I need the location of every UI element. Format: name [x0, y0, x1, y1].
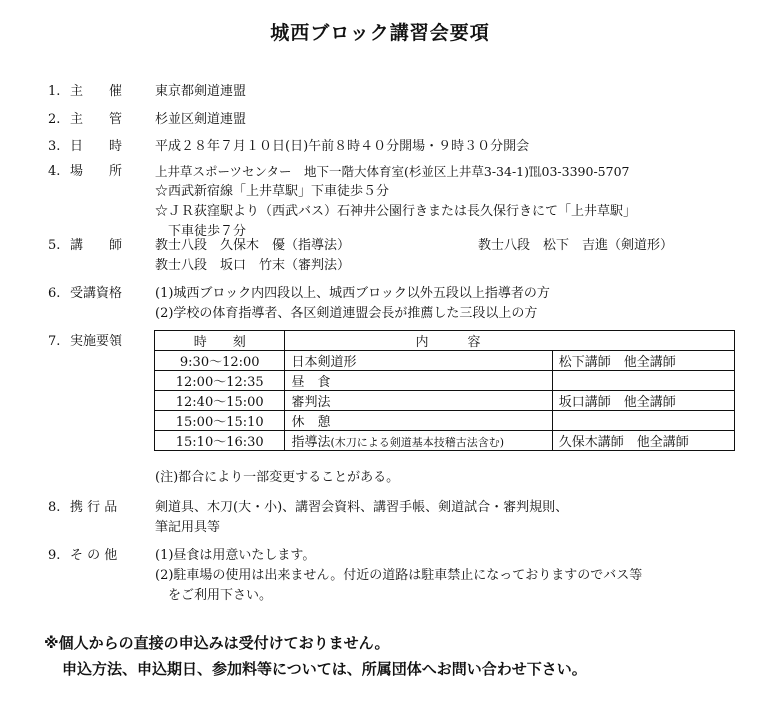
venue-access-seibu: ☆西武新宿線「上井草駅」下車徒歩５分: [155, 184, 390, 199]
venue-address: 上井草スポーツセンター 地下一階大体育室(杉並区上井草3-34-1)℡03-3390-5707: [155, 164, 630, 179]
section-label: そ の 他: [70, 548, 118, 563]
table-row: [155, 431, 735, 451]
belongings-line-2: 筆記用具等: [155, 520, 221, 535]
section-label: 受講資格: [70, 286, 123, 301]
table-row: [155, 351, 735, 371]
table-row: [155, 411, 735, 431]
lecturer-kuboki: 教士八段 久保木 優（指導法）: [155, 238, 351, 253]
section-number: 4.: [48, 164, 61, 179]
venue-access-walk: 下車徒歩７分: [155, 224, 247, 239]
section-number: 1.: [48, 84, 61, 99]
datetime-value: 平成２８年７月１０日(日)午前８時４０分開場・９時３０分開会: [155, 139, 530, 154]
schedule-note: [155, 468, 399, 488]
row-content: 審判法: [285, 391, 552, 411]
lecturer-sakaguchi: 教士八段 坂口 竹末（審判法）: [155, 258, 351, 273]
qualification-list: [155, 284, 745, 324]
row-content: 休 憩: [285, 411, 552, 431]
application-notice: [44, 630, 587, 682]
section-label: 実施要領: [70, 334, 123, 349]
table-row: [155, 391, 735, 411]
organizer-value: 東京都剣道連盟: [155, 84, 247, 99]
table-row: [155, 371, 735, 391]
section-label: 日 時: [70, 139, 123, 154]
section-number: 7.: [48, 334, 61, 349]
notice-line-1: ※個人からの直接の申込みは受付けておりません。: [44, 634, 390, 652]
row-lecturer: 坂口講師 他全講師: [552, 391, 734, 411]
belongings-list: [155, 498, 745, 538]
row-time: 12:40～15:00: [155, 391, 285, 411]
belongings-line-1: 剣道具、木刀(大・小)、講習会資料、講習手帳、剣道試合・審判規則、: [155, 500, 569, 515]
schedule-header-row: [155, 331, 735, 351]
row-time: 12:00～12:35: [155, 371, 285, 391]
qualification-2: (2)学校の体育指導者、各区剣道連盟会長が推薦した三段以上の方: [155, 306, 538, 321]
row-lecturer: [552, 371, 734, 391]
notice-line-2: 申込方法、申込期日、参加料等については、所属団体へお問い合わせ下さい。: [62, 660, 587, 678]
row-time: 15:10～16:30: [155, 431, 285, 451]
document-title: 城西ブロック講習会要項: [270, 22, 490, 44]
row-content: 昼 食: [285, 371, 552, 391]
manager-value: 杉並区剣道連盟: [155, 112, 247, 127]
row-content: 日本剣道形: [285, 351, 552, 371]
section-number: 9.: [48, 548, 61, 563]
qualification-1: (1)城西ブロック内四段以上、城西ブロック以外五段以上指導者の方: [155, 286, 550, 301]
row-content-note: (木刀による剣道基本技稽古法含む): [330, 436, 505, 449]
schedule-table: [154, 330, 735, 451]
row-time: 15:00～15:10: [155, 411, 285, 431]
row-content: [285, 431, 552, 451]
venue-access-jr: ☆ＪＲ荻窪駅より（西武バス）石神井公園行きまたは長久保行きにて「上井草駅」: [155, 204, 637, 219]
section-number: 2.: [48, 112, 61, 127]
section-number: 5.: [48, 238, 61, 253]
section-label: 主 管: [70, 112, 123, 127]
other-line-2: (2)駐車場の使用は出来ません。付近の道路は駐車禁止になっておりますのでバス等: [155, 568, 643, 583]
other-list: [155, 546, 745, 606]
schedule-note-text: (注)都合により一部変更することがある。: [155, 470, 400, 485]
header-time: 時 刻: [155, 331, 285, 351]
row-time: 9:30～12:00: [155, 351, 285, 371]
row-lecturer: 久保木講師 他全講師: [552, 431, 734, 451]
row-lecturer: [552, 411, 734, 431]
row-content-main: 指導法: [291, 435, 331, 450]
section-number: 6.: [48, 286, 61, 301]
section-number: 3.: [48, 139, 61, 154]
lecturer-matsushita: 教士八段 松下 吉進（剣道形）: [478, 238, 674, 253]
section-label: 講 師: [70, 238, 123, 253]
row-lecturer: 松下講師 他全講師: [552, 351, 734, 371]
other-line-1: (1)昼食は用意いたします。: [155, 548, 316, 563]
other-line-3: をご利用下さい。: [155, 588, 273, 603]
section-number: 8.: [48, 500, 61, 515]
section-label: 主 催: [70, 84, 123, 99]
header-content: 内 容: [285, 331, 735, 351]
venue-details: [155, 162, 745, 242]
section-label: 場 所: [70, 164, 123, 179]
section-label: 携 行 品: [70, 500, 118, 515]
